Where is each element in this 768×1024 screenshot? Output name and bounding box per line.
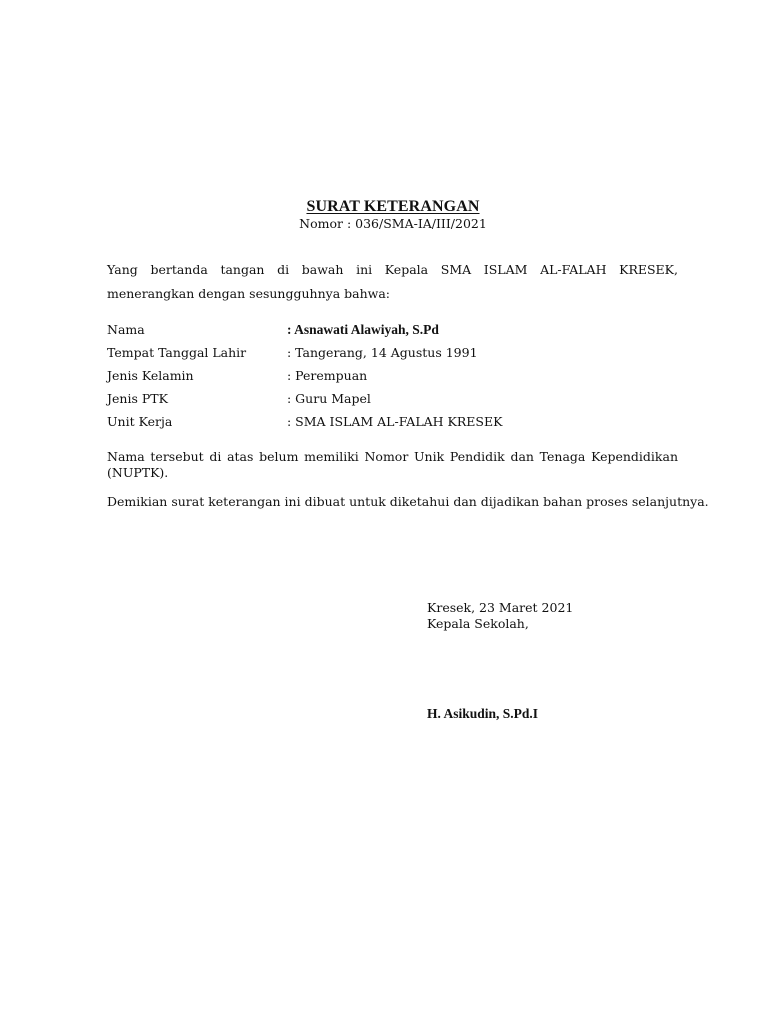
- document-number: Nomor : 036/SMA-IA/III/2021: [299, 216, 487, 231]
- identity-value: : Perempuan: [287, 368, 368, 383]
- statement-line-1: Nama tersebut di atas belum memiliki Nomor Unik Pendidik dan Tenaga Kependidikan: [107, 449, 678, 464]
- intro-line-1: Yang bertanda tangan di bawah ini Kepala SMA ISLAM AL-FALAH KRESEK,: [107, 262, 678, 277]
- identity-label: Nama: [107, 322, 145, 337]
- identity-row-tempat-tanggal-lahir: [107, 341, 678, 364]
- identity-table: [107, 318, 678, 433]
- signature-name: H. Asikudin, S.Pd.I: [427, 706, 539, 721]
- identity-row-unit-kerja: [107, 410, 678, 433]
- identity-label: Jenis Kelamin: [107, 368, 194, 383]
- identity-row-nama: [107, 318, 678, 341]
- identity-value: : SMA ISLAM AL-FALAH KRESEK: [287, 414, 503, 429]
- document-title-text: SURAT KETERANGAN: [306, 198, 480, 215]
- identity-value: : Tangerang, 14 Agustus 1991: [287, 345, 478, 360]
- identity-value: : Asnawati Alawiyah, S.Pd: [287, 322, 439, 337]
- statement-line-2: (NUPTK).: [107, 465, 169, 480]
- document-title: [0, 198, 768, 216]
- identity-label: Jenis PTK: [107, 391, 168, 406]
- intro-paragraph: [107, 258, 678, 306]
- statement-paragraph: [107, 449, 678, 481]
- identity-label: Tempat Tanggal Lahir: [107, 345, 247, 360]
- intro-line-2: menerangkan dengan sesungguhnya bahwa:: [107, 286, 390, 301]
- identity-label: Unit Kerja: [107, 414, 173, 429]
- signature-place-date: Kresek, 23 Maret 2021: [427, 600, 574, 615]
- identity-row-jenis-kelamin: [107, 364, 678, 387]
- signature-role: Kepala Sekolah,: [427, 616, 529, 631]
- closing-paragraph: Demikian surat keterangan ini dibuat untuk diketahui dan dijadikan bahan proses selanjutnya.: [107, 494, 709, 509]
- identity-value: : Guru Mapel: [287, 391, 371, 406]
- identity-row-jenis-ptk: [107, 387, 678, 410]
